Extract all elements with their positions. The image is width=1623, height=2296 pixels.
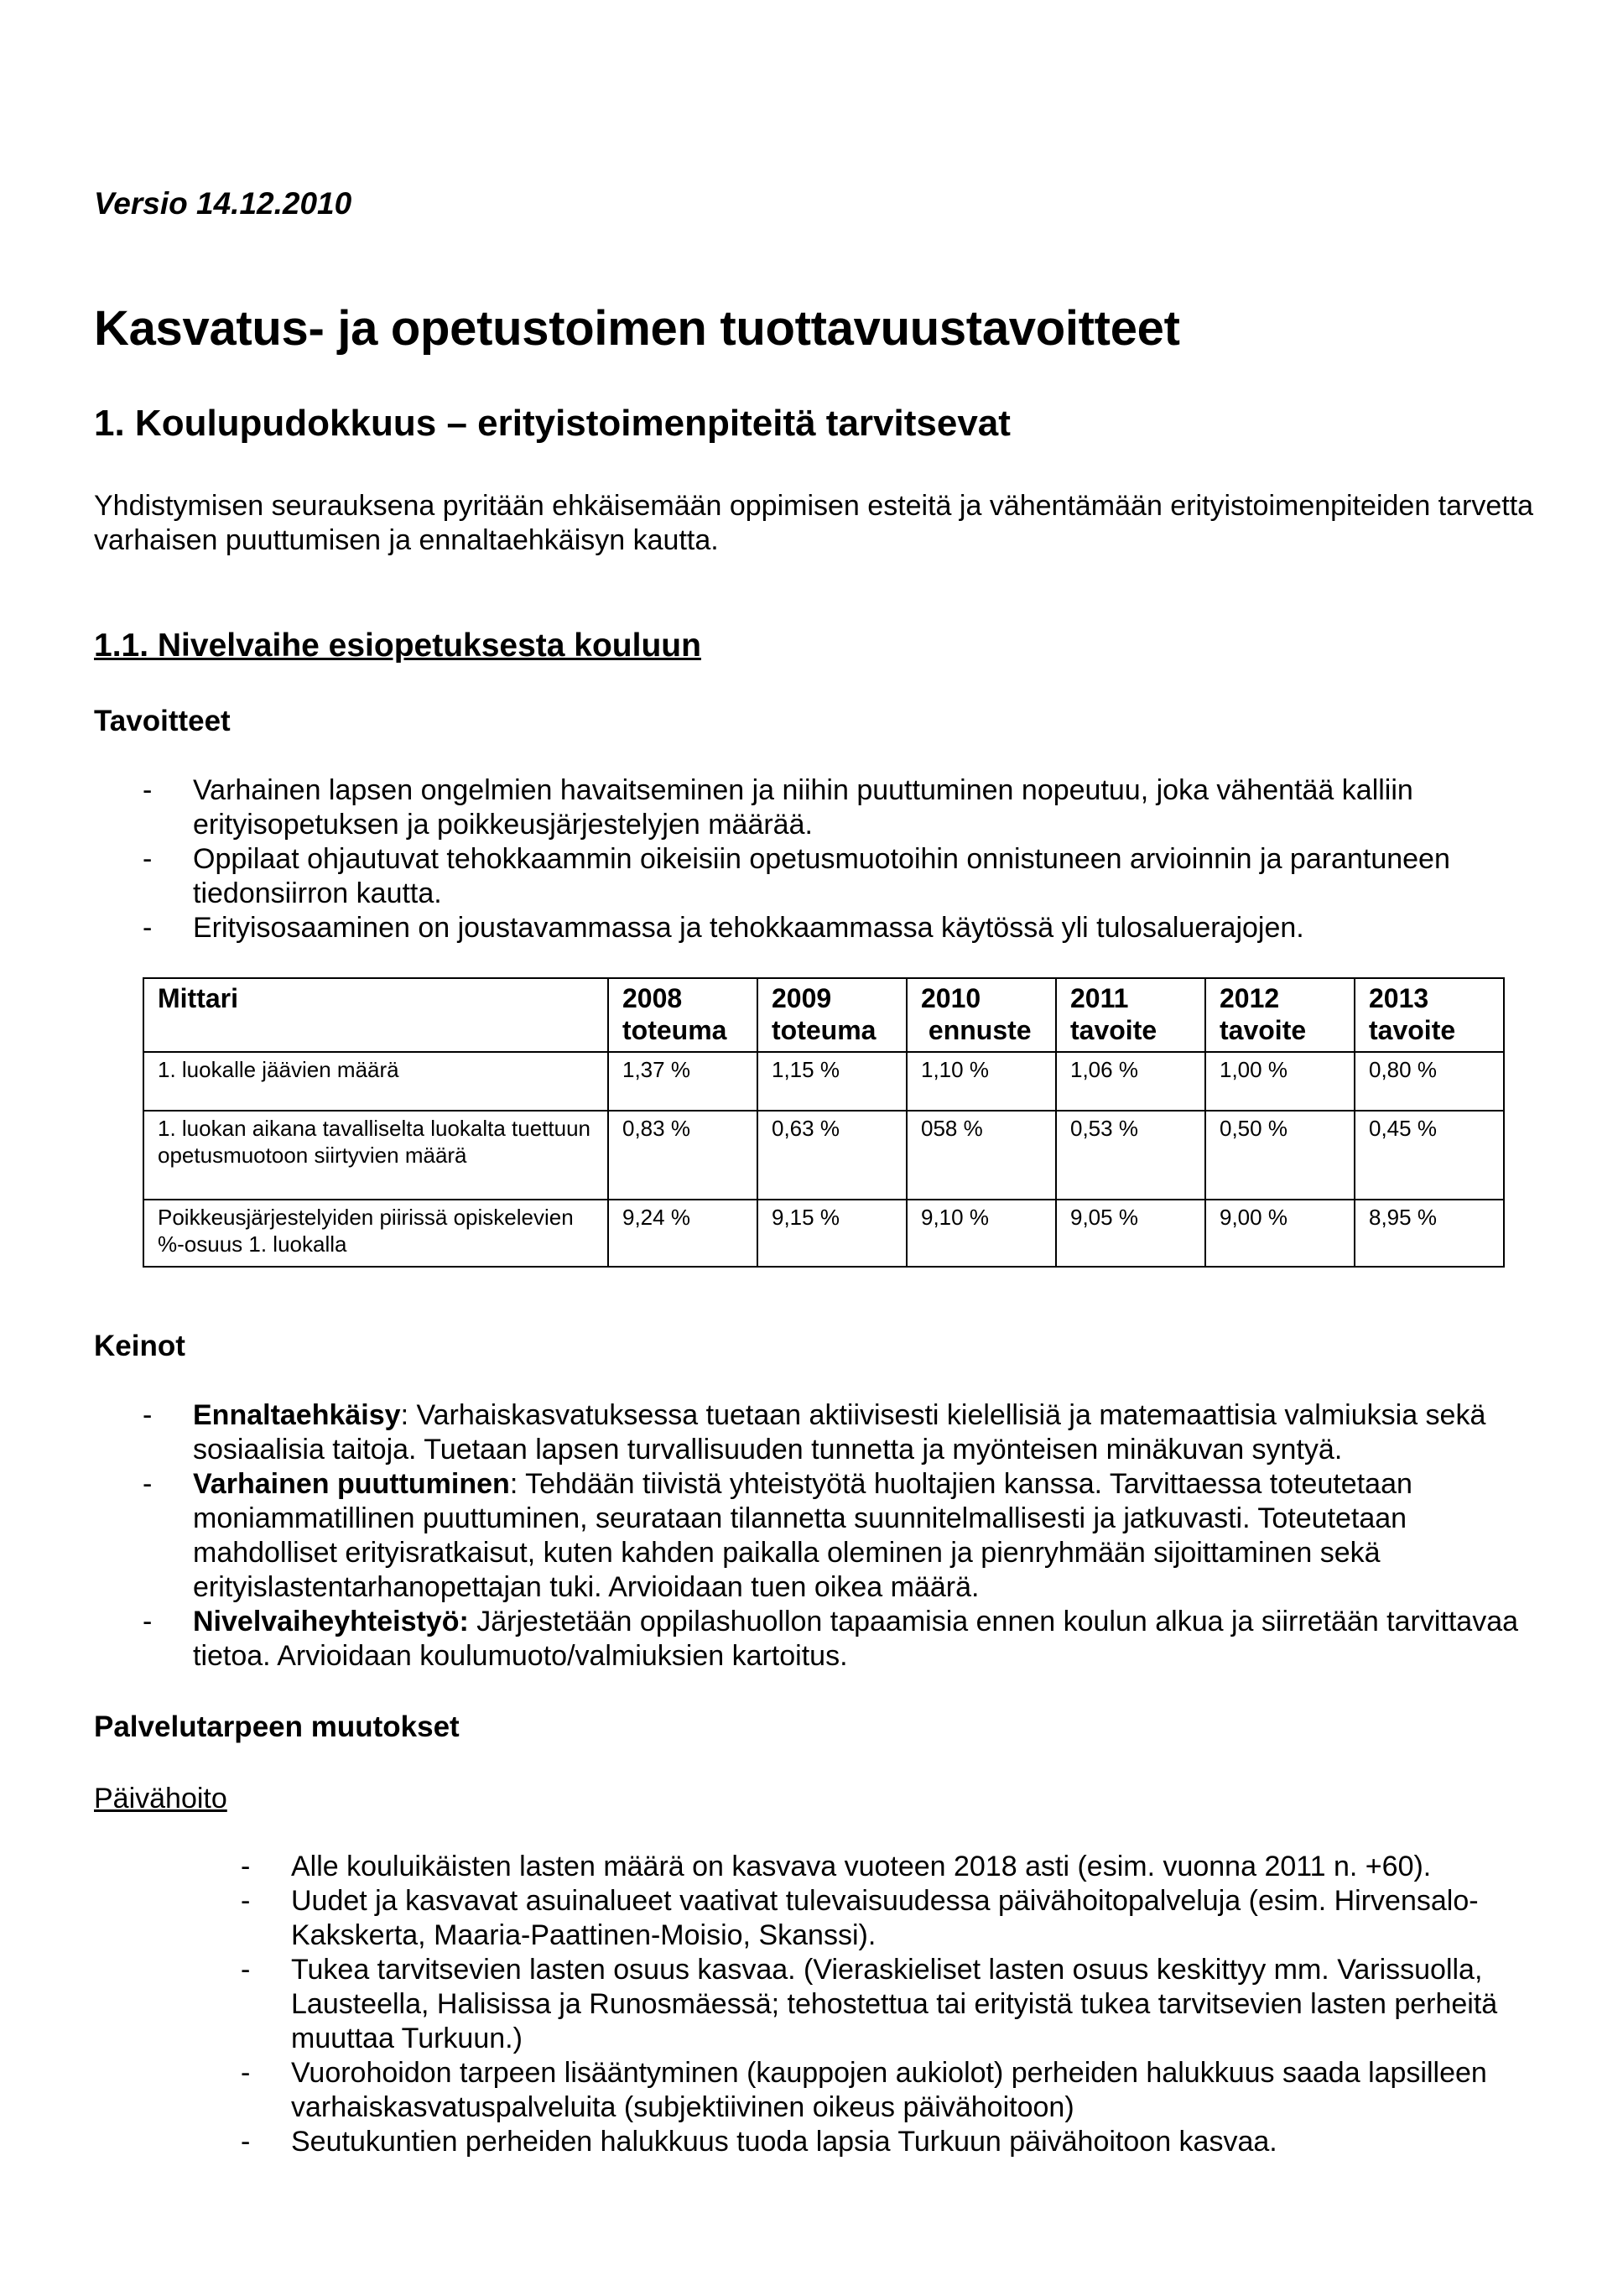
dash-marker: - <box>143 1468 153 1500</box>
goal-text: Erityisosaaminen on joustavammassa ja tehokkaammassa käytössä yli tulosaluerajojen. <box>193 912 1304 944</box>
header-cell <box>1355 978 1504 1052</box>
list-item <box>241 1884 1549 1953</box>
section-1-1-heading: 1.1. Nivelvaihe esiopetuksesta kouluun <box>94 627 701 664</box>
table-cell: 0,50 % <box>1205 1111 1355 1200</box>
header-year: 2013 tavoite <box>1369 983 1456 1045</box>
means-term: Varhainen puuttuminen <box>193 1468 510 1500</box>
table-cell: 9,05 % <box>1056 1200 1205 1267</box>
goals-list <box>143 773 1535 945</box>
table-cell: 1,10 % <box>907 1052 1056 1111</box>
page-title: Kasvatus- ja opetustoimen tuottavuustavoitteet <box>94 301 1180 356</box>
goal-text: Oppilaat ohjautuvat tehokkaammin oikeisiin opetusmuotoihin onnistuneen arvioinnin ja parantuneen tiedonsiirron kautta. <box>193 843 1450 909</box>
table-cell: 9,15 % <box>757 1200 907 1267</box>
means-heading: Keinot <box>94 1330 185 1362</box>
list-item <box>241 2056 1549 2125</box>
table-cell: 9,00 % <box>1205 1200 1355 1267</box>
dash-marker: - <box>143 912 153 944</box>
table-row <box>143 1200 1504 1267</box>
means-term: Nivelvaiheyhteistyö: <box>193 1606 469 1637</box>
header-cell: Mittari <box>143 978 608 1052</box>
daycare-heading: Päivähoito <box>94 1783 227 1814</box>
table-cell: 9,10 % <box>907 1200 1056 1267</box>
means-text: : Tehdään tiivistä yhteistyötä huoltajien kanssa. Tarvittaessa toteutetaan moniammatillinen puuttuminen, seurataan tilannetta suunnitelmallisesti ja jatkuvasti. Toteutetaan mahdolliset erityisratkaisut, kuten kahden paikalla oleminen ja pienryhmään sijoittaminen sekä erityislastentarhanopettajan tuki. Arvioidaan tuen oikea määrä. <box>193 1468 1412 1603</box>
table-cell: 0,63 % <box>757 1111 907 1200</box>
header-cell <box>757 978 907 1052</box>
header-cell <box>907 978 1056 1052</box>
header-year: 2011 tavoite <box>1070 983 1157 1045</box>
table-cell: 1. luokan aikana tavalliselta luokalta tuettuun opetusmuotoon siirtyvien määrä <box>143 1111 608 1200</box>
version-label: Versio 14.12.2010 <box>94 186 352 221</box>
table-cell: 1,00 % <box>1205 1052 1355 1111</box>
table-cell: 1,37 % <box>608 1052 757 1111</box>
list-item <box>143 842 1535 911</box>
goals-heading: Tavoitteet <box>94 705 231 737</box>
measures-table <box>143 977 1505 1268</box>
header-year: 2009 toteuma <box>772 983 877 1045</box>
means-term: Ennaltaehkäisy <box>193 1399 401 1431</box>
daycare-text: Alle kouluikäisten lasten määrä on kasvava vuoteen 2018 asti (esim. vuonna 2011 n. +60). <box>291 1851 1432 1882</box>
table-cell: 058 % <box>907 1111 1056 1200</box>
dash-marker: - <box>241 1885 251 1917</box>
dash-marker: - <box>241 2057 251 2089</box>
header-year: 2010 ennuste <box>921 983 1032 1045</box>
list-item <box>241 1953 1549 2056</box>
table-header-row <box>143 978 1504 1052</box>
daycare-text: Seutukuntien perheiden halukkuus tuoda lapsia Turkuun päivähoitoon kasvaa. <box>291 2126 1277 2158</box>
table-cell: 0,80 % <box>1355 1052 1504 1111</box>
table-cell: 1,06 % <box>1056 1052 1205 1111</box>
daycare-text: Tukea tarvitsevien lasten osuus kasvaa. (Vieraskieliset lasten osuus keskittyy mm. Varissuolla, Lausteella, Halisissa ja Runosmäessä; tehostettua tai erityistä tukea tarvitsevien lasten perheitä muuttaa Turkuun.) <box>291 1954 1498 2054</box>
section-1-intro: Yhdistymisen seurauksena pyritään ehkäisemään oppimisen esteitä ja vähentämään erityistoimenpiteiden tarvetta varhaisen puuttumisen ja ennaltaehkäisyn kautta. <box>94 490 1534 556</box>
table-cell: Poikkeusjärjestelyiden piirissä opiskelevien %-osuus 1. luokalla <box>143 1200 608 1267</box>
dash-marker: - <box>241 1954 251 1986</box>
dash-marker: - <box>241 2126 251 2158</box>
table-row <box>143 1052 1504 1111</box>
table-cell: 0,53 % <box>1056 1111 1205 1200</box>
dash-marker: - <box>143 843 153 875</box>
goal-text: Varhainen lapsen ongelmien havaitseminen ja niihin puuttuminen nopeutuu, joka vähentää kalliin erityisopetuksen ja poikkeusjärjestelyjen määrää. <box>193 774 1413 841</box>
means-list <box>143 1398 1535 1674</box>
header-cell <box>608 978 757 1052</box>
dash-marker: - <box>241 1851 251 1882</box>
list-item <box>241 1850 1549 1884</box>
header-year: 2012 tavoite <box>1220 983 1307 1045</box>
table-cell: 1. luokalle jäävien määrä <box>143 1052 608 1111</box>
table-row <box>143 1111 1504 1200</box>
service-changes-heading: Palvelutarpeen muutokset <box>94 1710 460 1743</box>
daycare-text: Vuorohoidon tarpeen lisääntyminen (kauppojen aukiolot) perheiden halukkuus saada lapsilleen varhaiskasvatuspalveluita (subjektiivinen oikeus päivähoitoon) <box>291 2057 1487 2123</box>
table-cell: 8,95 % <box>1355 1200 1504 1267</box>
list-item <box>143 1398 1535 1467</box>
means-text: : Varhaiskasvatuksessa tuetaan aktiivisesti kielellisiä ja matemaattisia valmiuksia sekä sosiaalisia taitoja. Tuetaan lapsen turvallisuuden tunnetta ja myönteisen minäkuvan syntyä. <box>193 1399 1486 1466</box>
daycare-text: Uudet ja kasvavat asuinalueet vaativat tulevaisuudessa päivähoitopalveluja (esim. Hirvensalo-Kakskerta, Maaria-Paattinen-Moisio, Skanssi). <box>291 1885 1479 1951</box>
list-item <box>143 1605 1535 1674</box>
header-year: 2008 toteuma <box>622 983 727 1045</box>
means-text: Järjestetään oppilashuollon tapaamisia ennen koulun alkua ja siirretään tarvittavaa tietoa. Arvioidaan koulumuoto/valmiuksien kartoitus. <box>193 1606 1527 1672</box>
list-item <box>143 773 1535 842</box>
list-item <box>143 1467 1535 1605</box>
table-cell: 9,24 % <box>608 1200 757 1267</box>
table-cell: 0,83 % <box>608 1111 757 1200</box>
daycare-list <box>241 1850 1549 2159</box>
dash-marker: - <box>143 774 153 806</box>
dash-marker: - <box>143 1606 153 1637</box>
table-cell: 0,45 % <box>1355 1111 1504 1200</box>
list-item <box>143 911 1535 945</box>
header-cell <box>1205 978 1355 1052</box>
dash-marker: - <box>143 1399 153 1431</box>
section-1-heading: 1. Koulupudokkuus – erityistoimenpiteitä tarvitsevat <box>94 403 1011 444</box>
table-cell: 1,15 % <box>757 1052 907 1111</box>
header-cell <box>1056 978 1205 1052</box>
list-item <box>241 2125 1549 2159</box>
